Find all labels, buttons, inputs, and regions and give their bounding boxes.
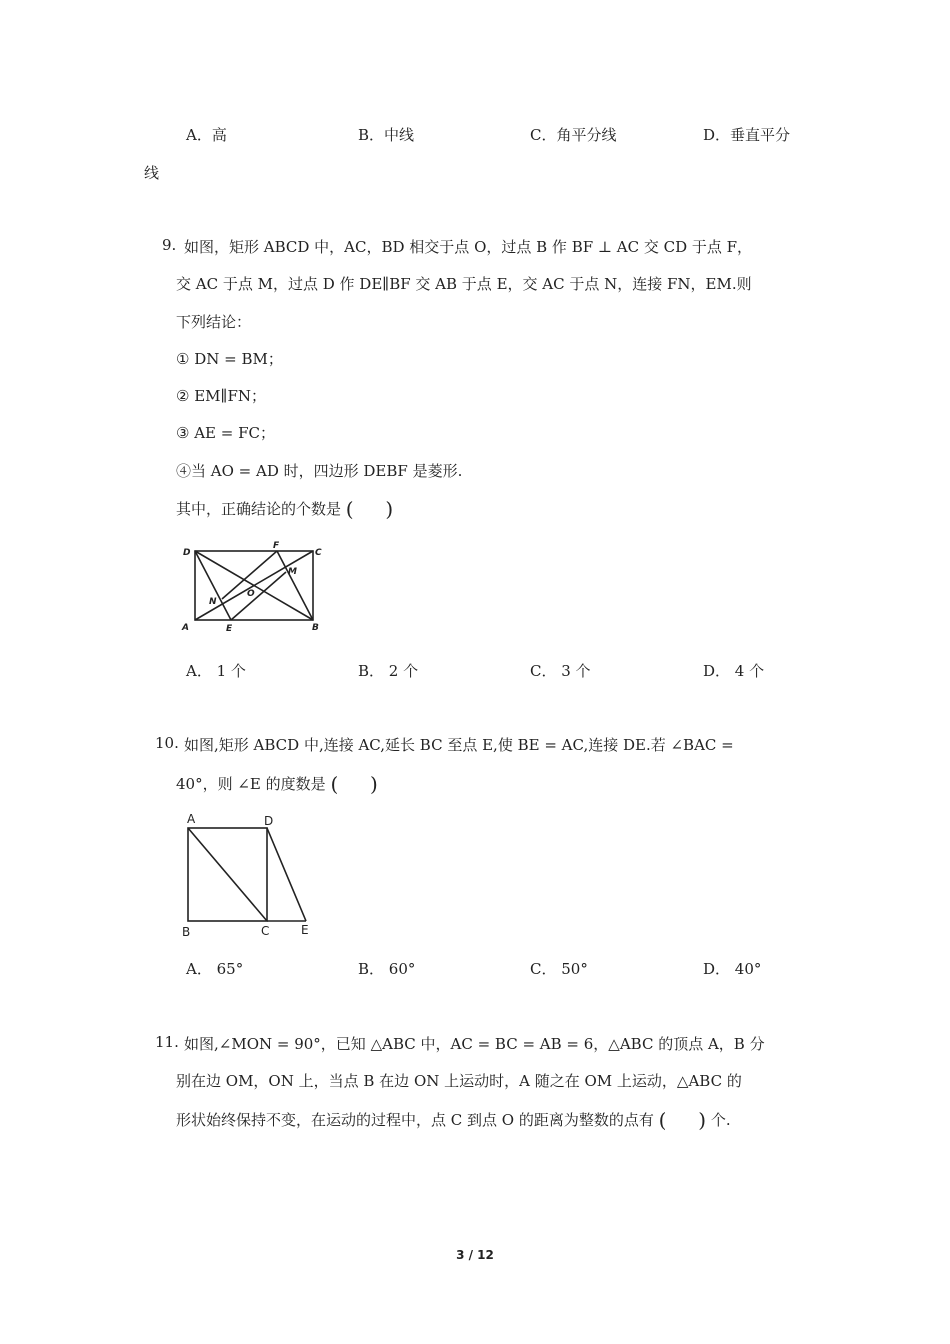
q11-text-line3-b: 个. — [710, 1111, 731, 1129]
q9-label-f: F — [273, 541, 280, 551]
q10-option-b: B． 60° — [358, 960, 416, 978]
q11-text-line2: 别在边 OM，ON 上，当点 B 在边 ON 上运动时，A 随之在 OM 上运动，△ABC 的 — [176, 1072, 742, 1090]
q9-conclusion-3: ③ AE = FC； — [176, 424, 275, 442]
q10-option-a: A． 65° — [186, 960, 244, 978]
q10-label-e: E — [301, 923, 309, 937]
q10-option-c: C． 50° — [530, 960, 588, 978]
q11-number: 11. — [155, 1033, 179, 1051]
q9-answer-blank: ( ) — [345, 497, 394, 521]
q10-label-a: A — [187, 812, 196, 826]
q10-segment-de — [267, 828, 306, 921]
q11-answer-blank: ( ) — [658, 1108, 707, 1132]
q9-label-m: M — [288, 567, 297, 577]
q9-segment-em — [231, 572, 286, 620]
q9-figure — [176, 538, 336, 636]
q10-label-b: B — [182, 925, 191, 939]
q9-label-o: O — [247, 589, 255, 599]
q10-number: 10. — [155, 734, 179, 752]
q11-text-line3 — [176, 1108, 731, 1132]
q9-label-d: D — [183, 548, 191, 558]
q10-question — [176, 772, 378, 796]
q8-option-c: C．角平分线 — [530, 126, 617, 144]
q9-question — [176, 497, 393, 521]
q9-text-line3: 下列结论： — [176, 313, 252, 331]
q10-label-c: C — [261, 924, 270, 938]
q10-text-line2: 40°，则 ∠E 的度数是 — [176, 775, 326, 793]
q9-label-e: E — [226, 624, 233, 634]
q10-figure — [178, 810, 326, 940]
q9-label-c: C — [315, 548, 322, 558]
q8-option-a: A．高 — [186, 126, 227, 144]
q9-conclusion-1: ① DN = BM； — [176, 350, 283, 368]
q9-ask: 其中，正确结论的个数是 — [176, 500, 342, 518]
q9-text-line2: 交 AC 于点 M，过点 D 作 DE∥BF 交 AB 于点 E，交 AC 于点 N，连接 FN，EM.则 — [176, 275, 752, 293]
q10-segment-ac — [188, 828, 267, 921]
q9-conclusion-2: ② EM∥FN； — [176, 387, 266, 405]
q9-label-a: A — [182, 623, 189, 633]
q8-option-d: D．垂直平分 — [703, 126, 791, 144]
q9-option-d: D． 4 个 — [703, 662, 765, 680]
q9-text-line1: 如图，矩形 ABCD 中，AC，BD 相交于点 O，过点 B 作 BF ⊥ AC 交 CD 于点 F， — [184, 238, 753, 256]
q9-number: 9. — [162, 236, 177, 254]
q9-option-c: C． 3 个 — [530, 662, 591, 680]
q11-text-line3-a: 形状始终保持不变，在运动的过程中，点 C 到点 O 的距离为整数的点有 — [176, 1111, 654, 1129]
q10-label-d: D — [264, 814, 274, 828]
q9-option-b: B． 2 个 — [358, 662, 419, 680]
q10-answer-blank: ( ) — [330, 772, 378, 796]
page-number: 3 / 12 — [456, 1248, 494, 1262]
q8-option-b: B．中线 — [358, 126, 415, 144]
q8-option-d-wrap: 线 — [144, 164, 160, 182]
q9-option-a: A． 1 个 — [186, 662, 246, 680]
q9-label-n: N — [209, 597, 217, 607]
q10-text-line1: 如图,矩形 ABCD 中,连接 AC,延长 BC 至点 E,使 BE = AC,连接 DE.若 ∠BAC = — [184, 736, 734, 754]
q11-text-line1: 如图,∠MON = 90°，已知 △ABC 中，AC = BC = AB = 6，△ABC 的顶点 A，B 分 — [184, 1035, 765, 1053]
q10-option-d: D． 40° — [703, 960, 762, 978]
q9-label-b: B — [312, 623, 319, 633]
q9-conclusion-4: ④当 AO = AD 时，四边形 DEBF 是菱形. — [176, 462, 463, 480]
